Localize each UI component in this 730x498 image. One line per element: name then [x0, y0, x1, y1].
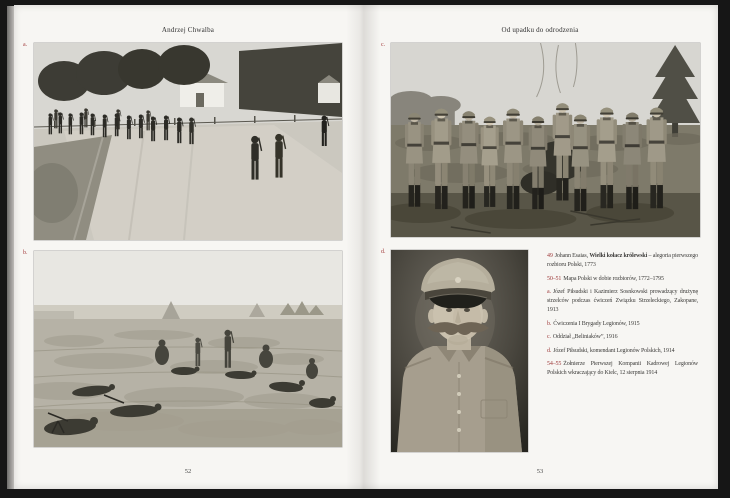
caption-ref: 49 [547, 253, 553, 259]
sky [34, 251, 342, 305]
caption-text: Oddział „Beliniaków”, 1916 [552, 334, 618, 340]
photo-marching-column [34, 43, 342, 240]
cap-eagle-badge [455, 277, 461, 283]
caption-text: Johann Esaias, [554, 253, 590, 259]
page-left [14, 5, 362, 489]
page-number-right: 53 [536, 468, 544, 475]
caption-text: Żołnierze Pierwszej Kompanii Kadrowej Legionów Polskich wkraczający do Kielc, 12 sierpnia 1914 [547, 361, 698, 376]
caption-49 [547, 252, 698, 270]
caption-list [547, 252, 698, 383]
caption-54-55 [547, 360, 698, 378]
page-right [362, 5, 718, 489]
caption-text: Ćwiczenia I Brygady Legionów, 1915 [553, 320, 640, 327]
caption-ref: c. [547, 334, 551, 340]
photo-label-a: a. [23, 42, 28, 48]
page-number-left: 52 [184, 468, 192, 475]
caption-ref: a. [547, 289, 551, 295]
caption-ref: 50–51 [547, 275, 562, 282]
caption-c [547, 333, 698, 342]
soldier-group [405, 103, 667, 211]
caption-text: Józef Piłsudski, komendant Legionów Polskich, 1914 [553, 347, 675, 354]
photo-field-exercise [34, 251, 342, 447]
road [34, 121, 342, 240]
caption-d [547, 347, 698, 356]
photo-pilsudski-portrait [391, 250, 528, 452]
caption-50-51 [547, 275, 698, 284]
caption-text: Mapa Polski w dobie rozbiorów, 1772–1795 [563, 275, 664, 282]
caption-ref: 54–55 [547, 361, 562, 367]
caption-text-bold: Wielki kołacz królewski [589, 253, 648, 259]
page-stack-edge [7, 6, 14, 489]
photo-label-c: c. [381, 42, 386, 48]
caption-text: Józef Piłsudski i Kazimierz Sosnkowski prowadzący drużynę strzelców podczas ćwiczeń Związku Strzeleckiego, Zakopane, 1913 [547, 289, 698, 313]
uniform [397, 346, 522, 452]
running-head-right: Od upadku do odrodzenia [501, 26, 579, 34]
caption-ref: d. [547, 347, 552, 354]
photo-label-d: d. [381, 249, 386, 255]
caption-a [547, 288, 698, 315]
caption-ref: b. [547, 320, 552, 327]
photo-legion-group [391, 43, 700, 237]
caption-text: – alegoria pierwszego rozbioru Polski, 1773 [547, 253, 699, 268]
photo-label-b: b. [23, 250, 28, 256]
caption-b [547, 320, 698, 329]
running-head-left: Andrzej Chwalba [161, 26, 215, 34]
